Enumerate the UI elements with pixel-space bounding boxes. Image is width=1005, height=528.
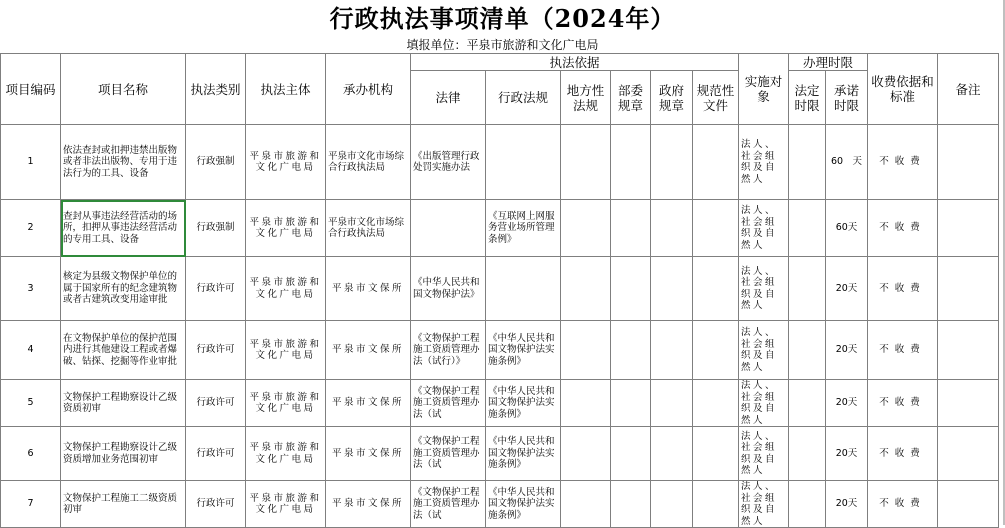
cell-normative[interactable] (693, 380, 739, 427)
cell-code[interactable]: 6 (1, 427, 61, 481)
cell-category[interactable]: 行政许可 (186, 427, 246, 481)
cell-local-reg[interactable] (561, 427, 611, 481)
table-row (1, 321, 999, 380)
cell-category[interactable]: 行政许可 (186, 321, 246, 380)
cell-fee[interactable]: 不收费 (868, 481, 938, 528)
cell-agency[interactable]: 平泉市文保所 (326, 380, 411, 427)
cell-law[interactable]: 《文物保护工程施工资质管理办法（试行）》 (411, 321, 486, 380)
table-row (1, 125, 999, 200)
cell-remark[interactable] (938, 380, 999, 427)
header-gov-rule[interactable]: 政府规章 (651, 71, 693, 125)
cell-fee[interactable]: 不收费 (868, 257, 938, 321)
cell-promise-time[interactable]: 20天 (826, 380, 868, 427)
cell-promise-time[interactable]: 60 天 (826, 125, 868, 200)
cell-remark[interactable] (938, 427, 999, 481)
enforcement-table (0, 53, 999, 528)
header-admin-reg[interactable]: 行政法规 (486, 71, 561, 125)
cell-fee[interactable]: 不收费 (868, 125, 938, 200)
cell-name[interactable]: 文物保护工程勘察设计乙级资质增加业务范围初审 (61, 427, 186, 481)
cell-subject[interactable]: 平泉市旅游和文化广电局 (246, 257, 326, 321)
cell-subject[interactable]: 平泉市旅游和文化广电局 (246, 481, 326, 528)
cell-gov-rule[interactable] (651, 125, 693, 200)
cell-promise-time[interactable]: 20天 (826, 481, 868, 528)
cell-target[interactable]: 法人、社会组织及自然人 (739, 200, 789, 257)
cell-remark[interactable] (938, 200, 999, 257)
header-fee[interactable]: 收费依据和标准 (868, 54, 938, 125)
cell-legal-time[interactable] (789, 380, 826, 427)
cell-target[interactable]: 法人、社会组织及自然人 (739, 380, 789, 427)
cell-remark[interactable] (938, 481, 999, 528)
cell-code[interactable]: 5 (1, 380, 61, 427)
cell-category[interactable]: 行政许可 (186, 257, 246, 321)
cell-subject[interactable]: 平泉市旅游和文化广电局 (246, 427, 326, 481)
cell-name[interactable]: 核定为县级文物保护单位的属于国家所有的纪念建筑物或者古建筑改变用途审批 (61, 257, 186, 321)
header-basis-group[interactable]: 执法依据 (411, 54, 739, 71)
cell-legal-time[interactable] (789, 200, 826, 257)
cell-gov-rule[interactable] (651, 321, 693, 380)
cell-agency[interactable]: 平泉市文保所 (326, 321, 411, 380)
cell-dept-rule[interactable] (611, 257, 651, 321)
cell-remark[interactable] (938, 321, 999, 380)
cell-gov-rule[interactable] (651, 200, 693, 257)
cell-promise-time[interactable]: 20天 (826, 257, 868, 321)
cell-target[interactable]: 法人、社会组织及自然人 (739, 321, 789, 380)
cell-target[interactable]: 法人、社会组织及自然人 (739, 125, 789, 200)
header-target[interactable]: 实施对象 (739, 54, 789, 125)
cell-category[interactable]: 行政强制 (186, 200, 246, 257)
cell-dept-rule[interactable] (611, 200, 651, 257)
header-remark[interactable]: 备注 (938, 54, 999, 125)
cell-subject[interactable]: 平泉市旅游和文化广电局 (246, 380, 326, 427)
cell-category[interactable]: 行政许可 (186, 481, 246, 528)
cell-law[interactable] (411, 200, 486, 257)
cell-law[interactable]: 《中华人民共和国文物保护法》 (411, 257, 486, 321)
cell-legal-time[interactable] (789, 427, 826, 481)
cell-code[interactable]: 4 (1, 321, 61, 380)
table-row (1, 257, 999, 321)
cell-category[interactable]: 行政许可 (186, 380, 246, 427)
cell-fee[interactable]: 不收费 (868, 380, 938, 427)
table-row (1, 481, 999, 528)
cell-law[interactable]: 《文物保护工程施工资质管理办法（试 (411, 380, 486, 427)
sheet-title: 行政执法事项清单（2024年） (329, 4, 676, 33)
header-normative[interactable]: 规范性文件 (693, 71, 739, 125)
cell-local-reg[interactable] (561, 257, 611, 321)
cell-legal-time[interactable] (789, 125, 826, 200)
cell-law[interactable]: 《文物保护工程施工资质管理办法（试 (411, 481, 486, 528)
cell-remark[interactable] (938, 257, 999, 321)
table-row (1, 200, 999, 257)
cell-agency[interactable]: 平泉市文保所 (326, 427, 411, 481)
cell-promise-time[interactable]: 20天 (826, 321, 868, 380)
cell-law[interactable]: 《出版管理行政处罚实施办法 (411, 125, 486, 200)
cell-dept-rule[interactable] (611, 380, 651, 427)
cell-normative[interactable] (693, 200, 739, 257)
cell-dept-rule[interactable] (611, 481, 651, 528)
cell-admin-reg[interactable]: 《中华人民共和国文物保护法实施条例》 (486, 481, 561, 528)
cell-name[interactable]: 在文物保护单位的保护范围内进行其他建设工程或者爆破、钻探、挖掘等作业审批 (61, 321, 186, 380)
cell-normative[interactable] (693, 257, 739, 321)
cell-subject[interactable]: 平泉市旅游和文化广电局 (246, 200, 326, 257)
cell-legal-time[interactable] (789, 321, 826, 380)
cell-admin-reg[interactable]: 《中华人民共和国文物保护法实施条例》 (486, 380, 561, 427)
cell-subject[interactable]: 平泉市旅游和文化广电局 (246, 125, 326, 200)
cell-gov-rule[interactable] (651, 257, 693, 321)
header-time-group[interactable]: 办理时限 (789, 54, 868, 71)
header-agency[interactable]: 承办机构 (326, 54, 411, 125)
cell-admin-reg[interactable] (486, 257, 561, 321)
header-name[interactable]: 项目名称 (61, 54, 186, 125)
header-row-1 (1, 54, 999, 71)
cell-admin-reg[interactable]: 《中华人民共和国文物保护法实施条例》 (486, 427, 561, 481)
cell-name[interactable]: 依法查封或扣押违禁出版物或者非法出版物、专用于违法行为的工具、设备 (61, 125, 186, 200)
cell-code[interactable]: 1 (1, 125, 61, 200)
cell-remark[interactable] (938, 125, 999, 200)
cell-law[interactable]: 《文物保护工程施工资质管理办法（试 (411, 427, 486, 481)
header-legal-time[interactable]: 法定时限 (789, 71, 826, 125)
header-law[interactable]: 法律 (411, 71, 486, 125)
cell-name[interactable]: 文物保护工程勘察设计乙级资质初审 (61, 380, 186, 427)
cell-normative[interactable] (693, 125, 739, 200)
cell-target[interactable]: 法人、社会组织及自然人 (739, 257, 789, 321)
cell-code[interactable]: 2 (1, 200, 61, 257)
header-dept-rule[interactable]: 部委规章 (611, 71, 651, 125)
cell-admin-reg[interactable]: 《互联网上网服务营业场所管理条例》 (486, 200, 561, 257)
cell-code[interactable]: 3 (1, 257, 61, 321)
cell-dept-rule[interactable] (611, 427, 651, 481)
cell-local-reg[interactable] (561, 481, 611, 528)
cell-gov-rule[interactable] (651, 481, 693, 528)
cell-dept-rule[interactable] (611, 321, 651, 380)
cell-local-reg[interactable] (561, 200, 611, 257)
cell-fee[interactable]: 不收费 (868, 427, 938, 481)
cell-fee[interactable]: 不收费 (868, 321, 938, 380)
cell-subject[interactable]: 平泉市旅游和文化广电局 (246, 321, 326, 380)
cell-target[interactable]: 法人、社会组织及自然人 (739, 481, 789, 528)
header-subject[interactable]: 执法主体 (246, 54, 326, 125)
header-local-reg[interactable]: 地方性法规 (561, 71, 611, 125)
header-category[interactable]: 执法类别 (186, 54, 246, 125)
header-promise-time[interactable]: 承诺时限 (826, 71, 868, 125)
cell-admin-reg[interactable]: 《中华人民共和国文物保护法实施条例》 (486, 321, 561, 380)
cell-target[interactable]: 法人、社会组织及自然人 (739, 427, 789, 481)
table-row (1, 427, 999, 481)
cell-normative[interactable] (693, 427, 739, 481)
cell-local-reg[interactable] (561, 380, 611, 427)
cell-legal-time[interactable] (789, 257, 826, 321)
cell-promise-time[interactable]: 20天 (826, 427, 868, 481)
cell-gov-rule[interactable] (651, 427, 693, 481)
cell-local-reg[interactable] (561, 321, 611, 380)
cell-code[interactable]: 7 (1, 481, 61, 528)
cell-legal-time[interactable] (789, 481, 826, 528)
cell-fee[interactable]: 不收费 (868, 200, 938, 257)
cell-dept-rule[interactable] (611, 125, 651, 200)
cell-normative[interactable] (693, 321, 739, 380)
table-row (1, 380, 999, 427)
cell-agency[interactable]: 平泉市文化市场综合行政执法局 (326, 125, 411, 200)
cell-agency[interactable]: 平泉市文保所 (326, 257, 411, 321)
cell-promise-time[interactable]: 60天 (826, 200, 868, 257)
cell-category[interactable]: 行政强制 (186, 125, 246, 200)
cell-agency[interactable]: 平泉市文化市场综合行政执法局 (326, 200, 411, 257)
header-code[interactable]: 项目编码 (1, 54, 61, 125)
cell-local-reg[interactable] (561, 125, 611, 200)
cell-name-selected[interactable]: 查封从事违法经营活动的场所，扣押从事违法经营活动的专用工具、设备 (61, 200, 186, 257)
reporting-unit: 填报单位：平泉市旅游和文化广电局 (406, 38, 599, 52)
cell-normative[interactable] (693, 481, 739, 528)
cell-gov-rule[interactable] (651, 380, 693, 427)
cell-name[interactable]: 文物保护工程施工二级资质初审 (61, 481, 186, 528)
cell-agency[interactable]: 平泉市文保所 (326, 481, 411, 528)
cell-admin-reg[interactable] (486, 125, 561, 200)
